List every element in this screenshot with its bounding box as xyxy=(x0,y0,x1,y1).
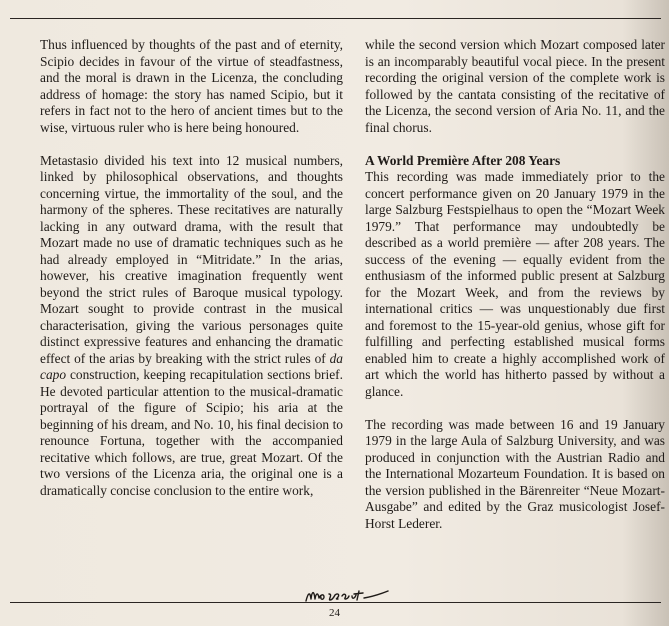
section-heading: A World Première After 208 Years xyxy=(365,152,561,168)
right-paragraph-3: The recording was made between 16 and 19 January 1979 in the large Aula of Salzburg University, and was produced in conjunction with the Austrian Radio and the International Mozarteum Foundation. It is based on the version published in the Bärenreiter “Neue Mozart-Ausgabe” and edited by the Graz musicologist Josef-Horst Lederer. xyxy=(365,416,665,531)
left-paragraph-2-part-1: Metastasio divided his text into 12 musical numbers, linked by philosophical observations, and thoughts concerning virtue, the immortality of the soul, and the harmony of the spheres. These recitatives are naturally lacking in any outward drama, with the result that Mozart made no use of dramatic techniques such as he had already employed in “Mitridate.” In the arias, however, his creative imagination frequently went beyond the strict rules of Baroque musical typology. Mozart sought to provide contrast in the musical characterisation, giving the various personages quite distinct expressive features and enhancing the dramatic effect of the arias by breaking with the strict rules of xyxy=(40,152,343,366)
right-column xyxy=(365,37,665,549)
left-paragraph-2-part-2: construction, keeping recapitulation sections brief. He devoted particular attention to the musical-dramatic portrayal of the figure of Scipio; his aria at the beginning of his dream, and No. 10, his final decision to renounce Fortuna, together with the accompanied recitative which follows, are true, great Mozart. Of the two versions of the Licenza aria, the original one is a dramatically concise conclusion to the entire work, xyxy=(40,367,343,498)
top-rule xyxy=(10,18,661,19)
right-paragraph-1: while the second version which Mozart composed later is an incomparably beautiful vocal piece. In the present recording the original version of the complete work is followed by the cantata consisting of the recitative of the Licenza, the second version of Aria No. 11, and the final chorus. xyxy=(365,37,665,135)
left-column xyxy=(40,37,343,516)
left-paragraph-2 xyxy=(40,153,343,500)
right-paragraph-2: This recording was made immediately prior to the concert performance given on 20 January 1979 in the large Salzburg Festspielhaus to open the “Mozart Week 1979.” That performance may undoubtedly be described as a world première — after 208 years. The success of the evening — equally evident from the enthusiasm of the informed public present at Salzburg for the Mozart Week, and from the reviews by international critics — was unquestionably due first and foremost to the 15-year-old genius, whose gift for fulfilling and perfecting established musical forms enabled him to create a highly accomplished work of art which the world has hitherto passed by without a glance. xyxy=(365,169,665,399)
bottom-rule xyxy=(10,602,661,603)
page-number: 24 xyxy=(329,607,340,619)
left-paragraph-1: Thus influenced by thoughts of the past and of eternity, Scipio decides in favour of the virtue of steadfastness, and the moral is drawn in the Licenza, the concluding address of homage: the story has named Scipio, but it refers in fact not to the hero of ancient times but to the wise, virtuous ruler who is here being honoured. xyxy=(40,37,343,135)
da-capo-italic: da capo xyxy=(40,350,343,382)
